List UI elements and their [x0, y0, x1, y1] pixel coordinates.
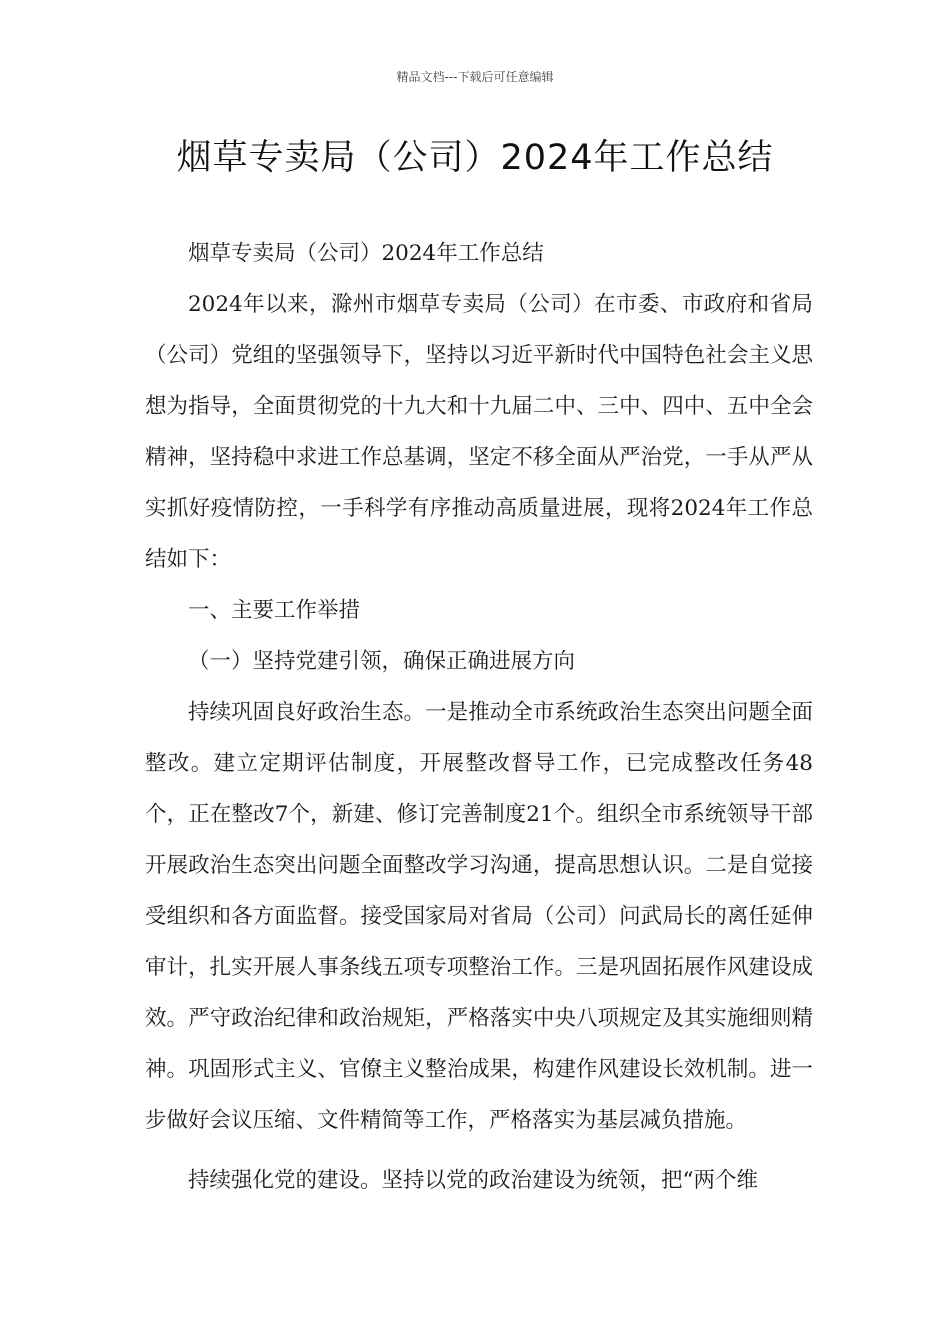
page-title: 烟草专卖局（公司）2024年工作总结 — [176, 138, 774, 178]
body-paragraph-2: 持续强化党的建设。坚持以党的政治建设为统领，把“两个维 — [188, 1168, 758, 1193]
header-note: 精品文档---下载后可任意编辑 — [396, 70, 554, 84]
body-paragraph-1: 持续巩固良好政治生态。一是推动全市系统政治生态突出问题全面整改。建立定期评估制度，开展整改督导工作，已完成整改任务48个，正在整改7个，新建、修订完善制度21个。组织全市系统领导干部开展政治生态突出问题全面整改学习沟通，提高思想认识。二是自觉接受组织和各方面监督。接受国家局对省局（公司）问武局长的离任延伸审计，扎实开展人事条线五项专项整治工作。三是巩固拓展作风建设成效。严守政治纪律和政治规矩，严格落实中央八项规定及其实施细则精神。巩固形式主义、官僚主义整治成果，构建作风建设长效机制。进一步做好会议压缩、文件精简等工作，严格落实为基层减负措施。 — [145, 700, 813, 1133]
intro-paragraph: 2024年以来，滁州市烟草专卖局（公司）在市委、市政府和省局（公司）党组的坚强领导下，坚持以习近平新时代中国特色社会主义思想为指导，全面贯彻党的十九大和十九届二中、三中、四中、五中全会精神，坚持稳中求进工作总基调，坚定不移全面从严治党，一手从严从实抓好疫情防控，一手科学有序推动高质量进展，现将2024年工作总结如下： — [145, 292, 813, 572]
document-body — [145, 228, 813, 1206]
subsection-heading: （一）坚持党建引领，确保正确进展方向 — [188, 649, 576, 674]
section-heading: 一、主要工作举措 — [188, 598, 361, 623]
subtitle-paragraph: 烟草专卖局（公司）2024年工作总结 — [188, 241, 544, 266]
